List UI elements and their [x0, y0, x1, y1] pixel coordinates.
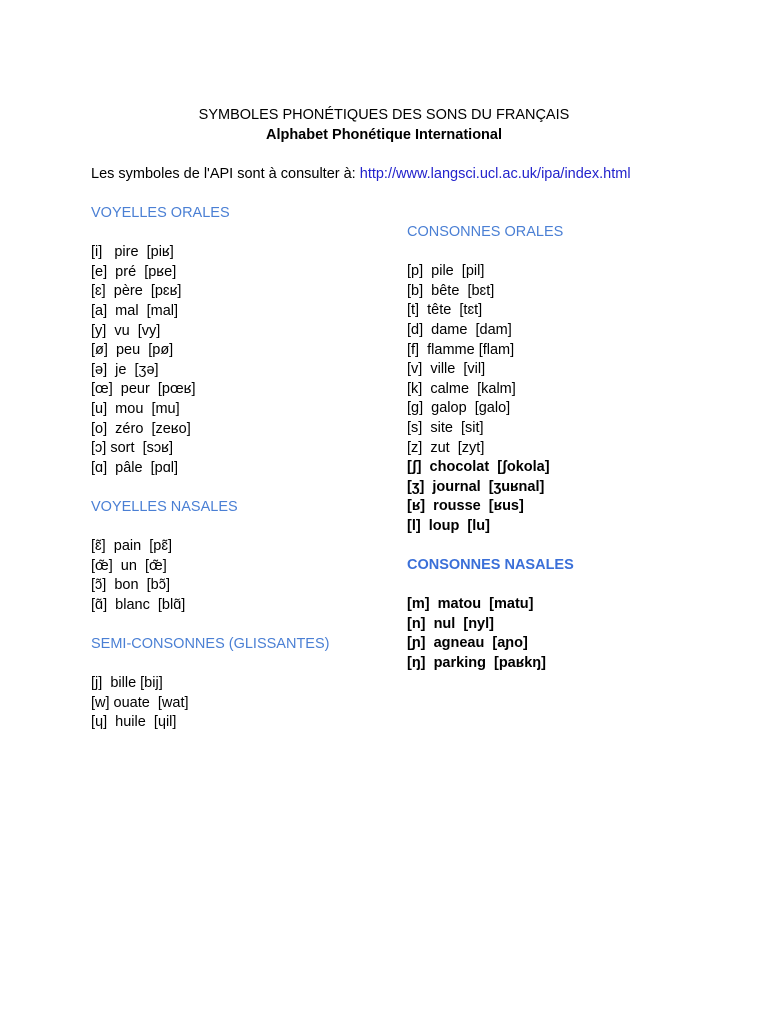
intro-text: Les symboles de l'API sont à consulter à: [91, 166, 360, 182]
phoneme-row: [t] tête [tɛt] [407, 302, 483, 319]
phoneme-row: [ə] je [ʒə] [91, 361, 159, 378]
phoneme-row: [w] ouate [wat] [91, 694, 189, 711]
phoneme-row: [m] matou [matu] [407, 596, 534, 613]
left-column [91, 204, 391, 733]
phoneme-row: [ɑ] pâle [pɑl] [91, 459, 179, 476]
phoneme-row: [j] bille [bij] [91, 675, 163, 692]
page-subtitle: Alphabet Phonétique International [265, 127, 503, 143]
phoneme-row: [d] dame [dam] [407, 321, 512, 338]
consonnes-orales-bold-list [407, 458, 707, 536]
phoneme-row: [i] pire [piʁ] [91, 244, 174, 261]
phoneme-row: [u] mou [mu] [91, 400, 180, 417]
phoneme-row: [s] site [sit] [407, 419, 484, 436]
phoneme-row: [ʃ] chocolat [ʃokola] [407, 459, 550, 476]
phoneme-row: [b] bête [bɛt] [407, 282, 495, 299]
phoneme-row: [y] vu [vy] [91, 322, 161, 339]
phoneme-row: [ʁ] rousse [ʁus] [407, 498, 524, 515]
phoneme-row: [o] zéro [zeʁo] [91, 420, 191, 437]
phoneme-row: [g] galop [galo] [407, 400, 511, 417]
voyelles-nasales-list [91, 537, 391, 615]
heading-voyelles-nasales: VOYELLES NASALES [91, 498, 238, 515]
phoneme-row: [n] nul [nyl] [407, 615, 494, 632]
heading-semi-consonnes: SEMI-CONSONNES (GLISSANTES) [91, 636, 330, 653]
voyelles-orales-list [91, 243, 391, 478]
page-title: SYMBOLES PHONÉTIQUES DES SONS DU FRANÇAIS [198, 107, 570, 123]
consonnes-orales-list [407, 262, 707, 458]
phoneme-row: [l] loup [lu] [407, 517, 490, 534]
semi-consonnes-list [91, 674, 391, 733]
heading-consonnes-nasales: CONSONNES NASALES [407, 557, 574, 574]
phoneme-row: [ʒ] journal [ʒuʁnal] [407, 478, 545, 495]
phoneme-row: [p] pile [pil] [407, 263, 485, 280]
phoneme-row: [ɑ̃] blanc [blɑ̃] [91, 596, 186, 613]
phoneme-row: [ɔ] sort [sɔʁ] [91, 440, 173, 457]
phoneme-row: [f] flamme [flam] [407, 341, 515, 358]
consonnes-nasales-list [407, 595, 707, 673]
ipa-link[interactable]: http://www.langsci.ucl.ac.uk/ipa/index.html [359, 166, 631, 182]
phoneme-row: [œ] peur [pœʁ] [91, 381, 196, 398]
phoneme-row: [ɥ] huile [ɥil] [91, 714, 177, 731]
phoneme-row: [e] pré [pʁe] [91, 263, 177, 280]
heading-consonnes-orales: CONSONNES ORALES [407, 224, 564, 240]
phoneme-row: [ɛ̃] pain [pɛ̃] [91, 538, 173, 555]
phoneme-row: [ɛ] père [pɛʁ] [91, 283, 182, 300]
heading-voyelles-orales: VOYELLES ORALES [91, 205, 230, 221]
right-column [407, 223, 707, 674]
phoneme-row: [ɲ] agneau [aɲo] [407, 635, 528, 652]
phoneme-row: [z] zut [zyt] [407, 439, 485, 456]
phoneme-row: [a] mal [mal] [91, 302, 179, 319]
phoneme-row: [ø] peu [pø] [91, 342, 174, 359]
intro-line [91, 166, 631, 182]
phoneme-row: [ŋ] parking [paʁkŋ] [407, 655, 546, 672]
phoneme-row: [œ̃] un [œ̃] [91, 557, 167, 574]
phoneme-row: [v] ville [vil] [407, 361, 486, 378]
phoneme-row: [k] calme [kalm] [407, 380, 516, 397]
phoneme-row: [ɔ̃] bon [bɔ̃] [91, 577, 170, 594]
